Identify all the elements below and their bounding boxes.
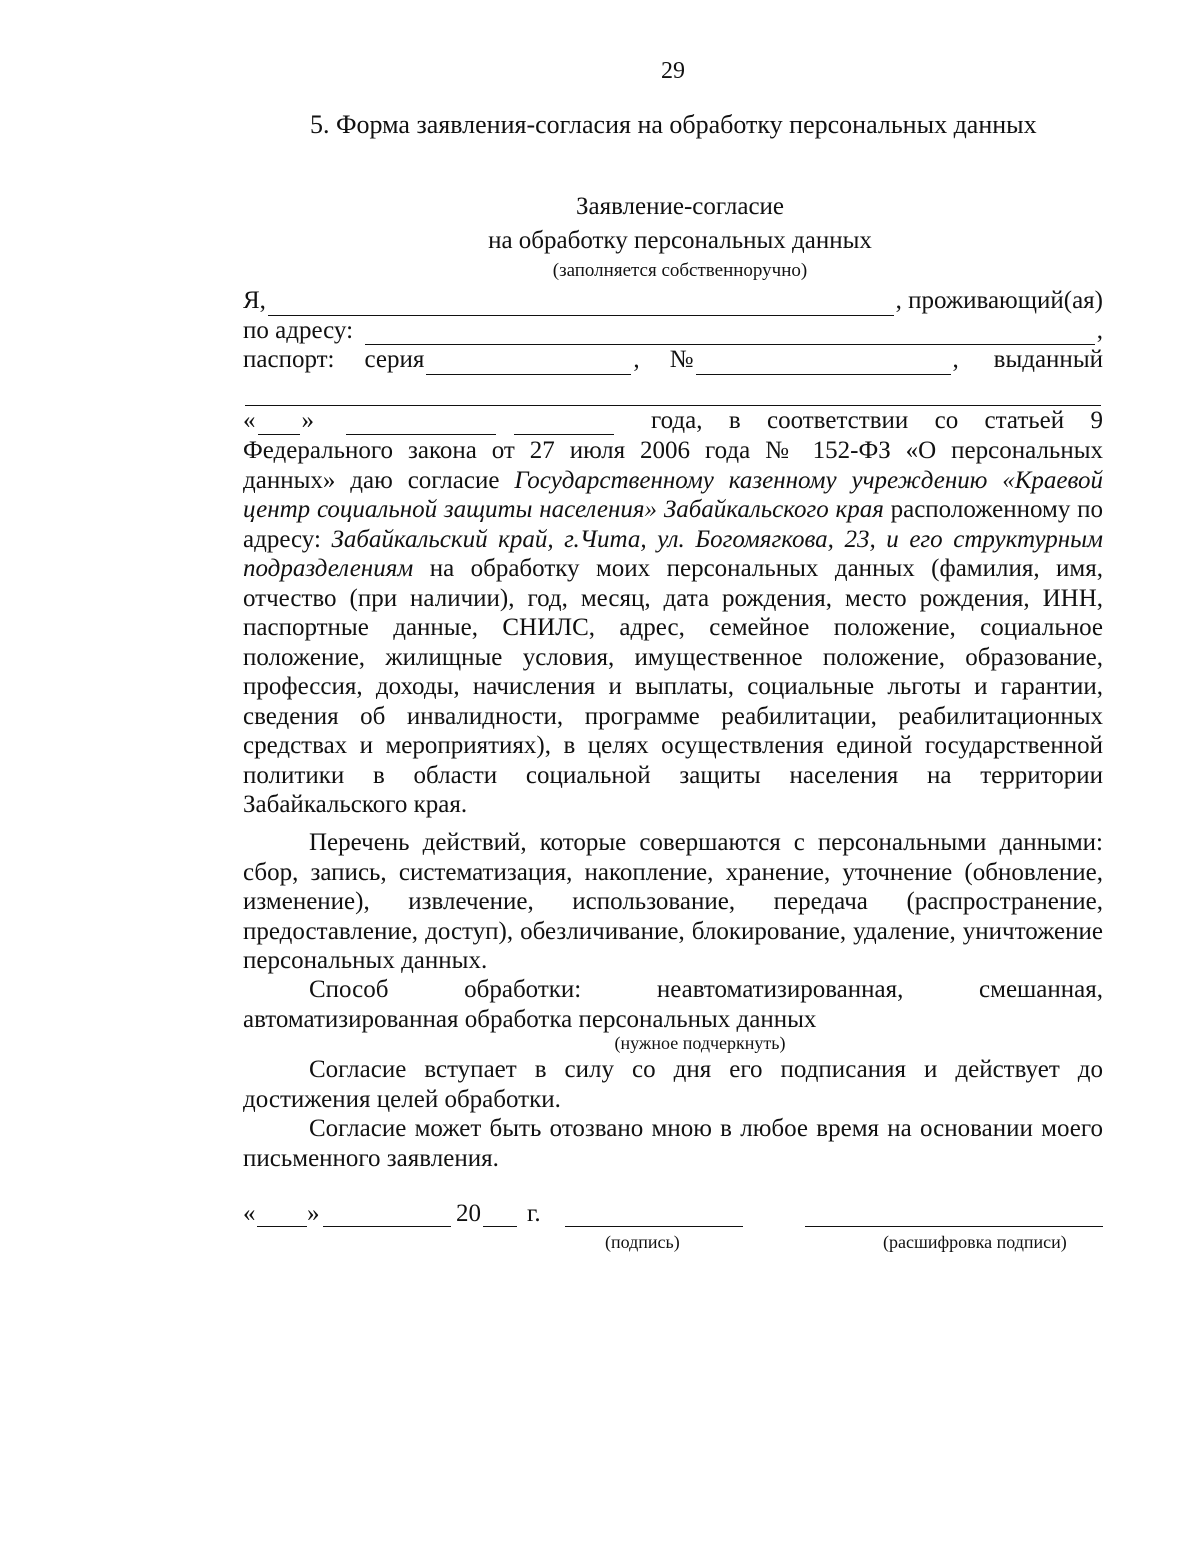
date-row-text: года, в соответствии со статьей 9: [651, 406, 1103, 434]
processing-method-note: (нужное подчеркнуть): [614, 1033, 786, 1053]
date-row: [243, 406, 1103, 436]
located-text: расположенному по адресу:: [243, 496, 1103, 553]
issued-label: выданный: [993, 346, 1103, 373]
sign-day-field[interactable]: [257, 1226, 307, 1227]
actions-paragraph: Перечень действий, которые совершаются с персональными данными: сбор, запись, систематизация, накопление, хранение, уточнение (обновление, изменение), извлечение, использование, передача (распространение, предоставление, доступ), обезличивание, блокирование, удаление, уничтожение персональных данных.: [243, 829, 1103, 974]
consent-paragraph: [243, 436, 1103, 820]
sign-month-field[interactable]: [323, 1226, 451, 1227]
residing-label: , проживающий(ая): [895, 287, 1103, 314]
full-name-field[interactable]: [268, 291, 894, 316]
processing-method-paragraph: Способ обработки: неавтоматизированная, смешанная, автоматизированная обработка персональных данных: [243, 976, 1103, 1033]
sign-year-suffix: г.: [527, 1200, 541, 1227]
passport-series-field[interactable]: [426, 350, 631, 375]
series-comma: ,: [633, 346, 640, 373]
address-comma: ,: [1096, 316, 1103, 344]
applicant-fields: [243, 286, 1103, 435]
date-quote-close: »: [301, 406, 314, 434]
issue-month-field[interactable]: [346, 410, 496, 435]
name-row: [243, 286, 1103, 316]
issue-day-field[interactable]: [258, 410, 300, 435]
issued-by-row: [243, 375, 1103, 406]
passport-label: паспорт:: [243, 346, 335, 373]
consent-text-start: Федерального закона от 27 июля 2006 года № 152-ФЗ «О персональных данных» даю согласие: [243, 437, 1103, 494]
signature-field[interactable]: [565, 1226, 743, 1227]
form-title-line-2: на обработку персональных данных: [488, 227, 872, 254]
validity-paragraph: Согласие вступает в силу со дня его подписания и действует до достижения целей обработки.: [243, 1056, 1103, 1113]
revocation-paragraph: Согласие может быть отозвано мною в любое время на основании моего письменного заявления.: [243, 1115, 1103, 1172]
signature-caption: (подпись): [605, 1232, 680, 1252]
issue-year-field[interactable]: [514, 410, 614, 435]
sign-quote-close: »: [307, 1200, 320, 1227]
series-label: серия: [364, 346, 425, 373]
number-label: №: [669, 346, 694, 373]
form-title: [330, 190, 1030, 284]
form-title-note: (заполняется собственноручно): [552, 260, 808, 281]
signature-decode-caption: (расшифровка подписи): [883, 1232, 1067, 1252]
address-label: по адресу:: [243, 316, 354, 344]
signature-decode-field[interactable]: [805, 1226, 1103, 1227]
form-title-line-1: Заявление-согласие: [575, 193, 785, 220]
date-quote-open: «: [243, 406, 256, 434]
page-number: 29: [661, 58, 685, 84]
section-heading: 5. Форма заявления-согласия на обработку персональных данных: [310, 110, 1037, 139]
sign-year-prefix: 20: [456, 1200, 481, 1227]
organization-address: Забайкальский край, г.Чита, ул. Богомягкова, 23, и его структурным подразделениям: [243, 525, 1103, 582]
address-field[interactable]: [365, 320, 1095, 345]
sign-quote-open: «: [243, 1200, 256, 1227]
signature-area: [243, 1200, 1103, 1260]
consent-text-rest: на обработку моих персональных данных (фамилия, имя, отчество (при наличии), год, месяц, дата рождения, место рождения, ИНН, паспортные данные, СНИЛС, адрес, семейное положение, социальное положение, жилищные условия, имущественное положение, образование, профессия, доходы, начисления и выплаты, социальные льготы и гарантии, сведения об инвалидности, программе реабилитации, реабилитационных средствах и мероприятиях), в целях осуществления единой государственной политики в области социальной защиты населения на территории Забайкальского края.: [243, 555, 1103, 818]
number-comma: ,: [952, 346, 959, 373]
organization-name: Государственному казенному учреждению «Краевой центр социальной защиты населения» Забайкальского края: [243, 466, 1103, 523]
sign-year-field[interactable]: [483, 1226, 517, 1227]
issued-by-field[interactable]: [245, 381, 1101, 406]
ya-label: Я,: [243, 287, 266, 314]
passport-number-field[interactable]: [696, 350, 951, 375]
passport-row: [243, 345, 1103, 375]
address-row: [243, 316, 1103, 346]
signature-date-row: [243, 1200, 1103, 1230]
